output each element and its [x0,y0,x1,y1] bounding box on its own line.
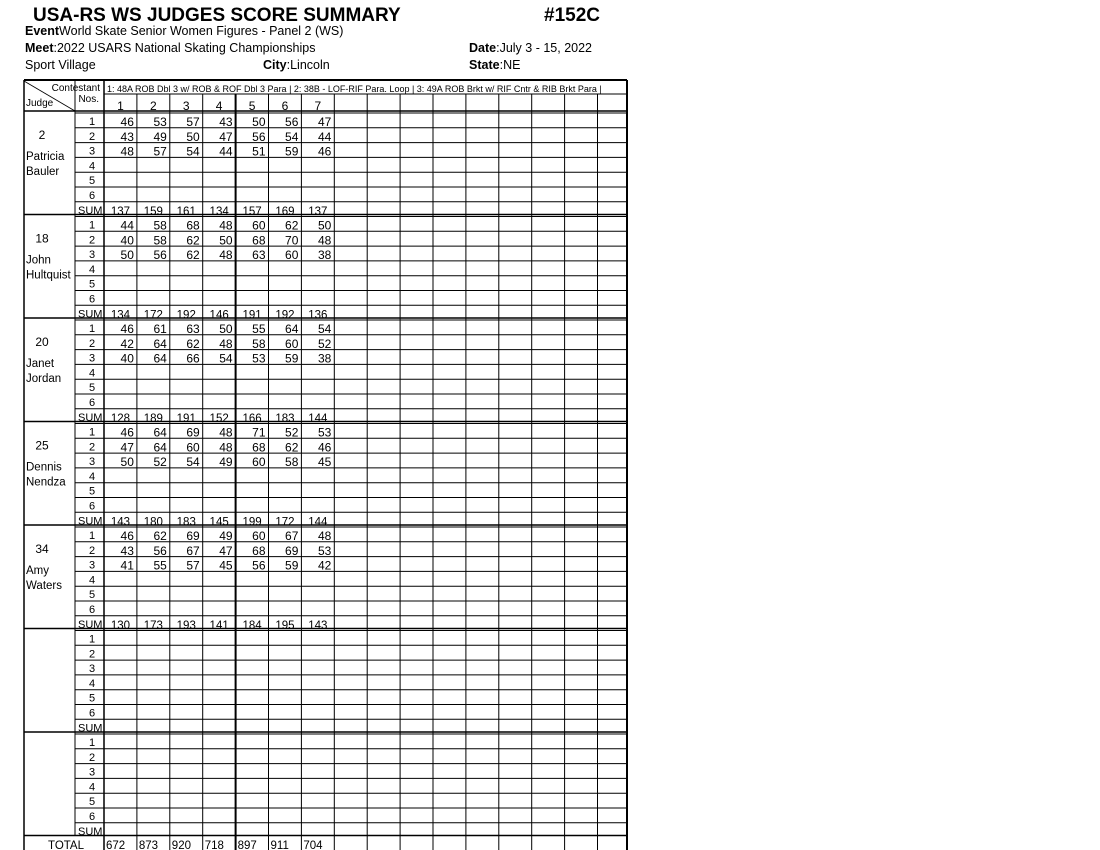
sum-cell: 134 [110,309,131,322]
city-value: Lincoln [290,58,330,72]
score-cell: 55 [252,322,266,336]
figure-row-label: 5 [88,692,96,705]
score-cell: 54 [219,351,233,366]
figure-row-label: 6 [88,190,96,202]
score-cell: 44 [317,129,332,144]
score-cell: 46 [120,529,134,543]
sum-cell: 184 [242,619,262,632]
score-cell: 56 [153,543,167,558]
judge-first-name: Patricia [26,151,65,163]
score-cell: 62 [285,440,299,455]
score-cell: 68 [252,543,266,558]
sum-cell: 172 [143,309,163,322]
city-label: City [263,58,287,72]
sum-cell: 192 [176,309,196,322]
score-cell: 44 [219,144,233,159]
score-cell: 46 [120,115,134,129]
score-cell: 53 [252,351,266,366]
score-cell: 58 [153,218,167,233]
score-cell: 59 [285,351,299,366]
venue: Sport Village [25,58,96,72]
total-cell: 704 [303,840,323,850]
total-cell: 672 [106,840,126,850]
sum-cell: 137 [308,205,328,218]
figure-row-label: 3 [88,456,96,469]
contestant-number: 7 [314,99,322,113]
judge-label: Judge [26,98,54,109]
sum-cell: 136 [308,309,328,322]
score-cell: 50 [219,233,233,248]
score-cell: 54 [317,322,332,336]
sum-cell: 166 [242,412,262,425]
score-cell: 64 [153,336,167,351]
total-cell: 873 [138,840,159,850]
figure-row-label: 2 [88,544,96,557]
score-cell: 58 [285,455,299,470]
figure-row-label: 2 [88,648,96,661]
sum-label: SUM [78,204,103,217]
judge-number: 34 [35,542,49,556]
score-cell: 49 [153,129,167,144]
sum-cell: 137 [110,205,131,218]
score-cell: 58 [153,233,167,248]
figure-row-label: 1 [88,323,96,335]
score-cell: 68 [252,233,266,248]
score-cell: 54 [186,144,200,159]
score-cell: 64 [285,322,299,336]
figure-row-label: 1 [88,737,96,749]
score-cell: 46 [317,144,332,159]
figure-row-label: 3 [88,766,96,779]
judge-first-name: Janet [26,358,55,370]
figure-row-label: 2 [88,441,96,454]
score-cell: 53 [317,543,332,558]
score-cell: 68 [252,440,266,455]
sum-cell: 130 [110,619,131,632]
score-cell: 64 [153,351,167,366]
figure-row-label: 5 [88,485,96,498]
sum-cell: 161 [176,205,196,218]
figure-row-label: 5 [88,278,96,291]
score-cell: 68 [186,218,200,233]
judge-first-name: John [26,254,51,267]
score-cell: 56 [252,558,266,573]
score-cell: 48 [219,218,233,233]
total-cell: 718 [204,840,224,850]
score-cell: 57 [153,144,167,159]
score-cell: 63 [186,322,200,336]
total-cell: 911 [270,840,289,850]
score-cell: 46 [120,322,134,336]
score-cell: 52 [285,425,299,440]
figure-row-label: 4 [88,263,96,276]
sum-cell: 191 [242,309,262,322]
score-cell: 50 [120,248,134,263]
score-cell: 64 [153,425,167,440]
score-cell: 53 [317,425,332,440]
score-cell: 50 [120,455,134,470]
figure-row-label: 3 [88,352,96,365]
score-cell: 63 [252,248,266,263]
score-cell: 57 [186,115,200,129]
sum-label: SUM [78,618,103,631]
contestant-number: 1 [117,99,124,113]
sum-cell: 199 [242,516,262,529]
contestant-number: 6 [281,99,289,113]
judge-number: 25 [35,438,49,453]
event-label: Event [25,24,60,38]
date-line: Date:July 3 - 15, 2022 [469,41,592,55]
score-cell: 48 [317,233,332,248]
total-cell: 897 [237,840,257,850]
score-cell: 46 [120,425,134,440]
score-cell: 60 [285,248,299,263]
meet-line: Meet:2022 USARS National Skating Championships [25,41,316,55]
score-cell: 48 [219,425,233,440]
score-cell: 62 [186,233,200,248]
figures-header: 1: 48A ROB Dbl 3 w/ ROB & ROF Dbl 3 Para | 2: 38B - LOF-RIF Para. Loop | 3: 49A ROB Brkt w/ RIF Cntr & RIB Brkt Para | [107,84,602,94]
sum-label: SUM [78,722,103,735]
score-cell: 52 [153,455,167,470]
score-cell: 62 [186,336,200,351]
sum-cell: 143 [110,516,131,529]
judge-first-name: Dennis [26,461,62,474]
judge-number: 20 [35,335,49,349]
figure-row-label: 5 [88,796,96,809]
meet-label: Meet [25,41,54,55]
score-cell: 43 [120,543,134,558]
figure-row-label: 2 [88,234,96,247]
judge-first-name: Amy [26,565,49,577]
score-cell: 42 [120,336,134,351]
date-value: July 3 - 15, 2022 [499,41,592,55]
score-cell: 48 [219,248,233,263]
sum-cell: 192 [275,309,295,322]
figure-row-label: 5 [88,175,96,188]
sum-cell: 189 [143,412,163,425]
score-cell: 52 [317,336,332,351]
contestant-number: 4 [215,99,223,113]
score-cell: 56 [252,129,266,144]
sum-cell: 134 [209,205,229,218]
sum-cell: 172 [275,516,295,529]
state-value: NE [503,58,521,72]
score-cell: 60 [285,336,299,351]
sum-cell: 128 [110,412,131,425]
score-cell: 42 [317,558,332,573]
figure-row-label: 4 [88,160,96,173]
score-cell: 62 [285,218,299,233]
city-line: City:Lincoln [263,58,330,72]
figure-row-label: 1 [88,426,96,439]
contestant-number: 5 [248,99,256,113]
judge-last-name: Jordan [26,373,62,385]
score-cell: 45 [219,558,233,573]
score-cell: 48 [219,336,233,351]
sum-label: SUM [78,411,103,424]
figure-row-label: 3 [88,559,96,572]
sum-cell: 193 [176,619,196,632]
score-cell: 47 [120,440,134,455]
score-cell: 48 [120,144,134,159]
judge-last-name: Bauler [26,166,60,178]
score-cell: 41 [120,558,134,573]
score-cell: 64 [153,440,167,455]
sum-label: SUM [78,515,103,528]
sum-cell: 195 [275,619,295,632]
sum-cell: 169 [275,205,295,218]
judge-number: 2 [38,128,46,142]
page-title: USA-RS WS JUDGES SCORE SUMMARY [33,5,401,26]
figure-row-label: 2 [88,130,96,143]
score-cell: 46 [317,440,332,455]
sum-cell: 144 [308,516,328,529]
figure-row-label: 6 [88,811,96,823]
score-cell: 60 [252,455,266,470]
score-cell: 49 [219,455,233,470]
figure-row-label: 4 [88,677,96,690]
score-cell: 43 [219,115,233,129]
sum-cell: 141 [209,619,229,632]
score-cell: 48 [219,440,233,455]
score-cell: 62 [153,529,167,543]
nos-label: Nos. [78,94,99,105]
figure-row-label: 3 [88,249,96,262]
score-cell: 44 [120,218,134,233]
judge-last-name: Hultquist [26,269,71,282]
date-label: Date [469,41,497,55]
score-cell: 56 [153,248,167,263]
score-cell: 70 [285,233,299,248]
score-cell: 50 [219,322,233,336]
sum-cell: 146 [209,309,229,322]
figure-row-label: 6 [88,707,96,720]
judge-last-name: Nendza [26,476,66,489]
score-cell: 40 [120,233,134,248]
state-label: State [469,58,500,72]
figure-row-label: 2 [88,751,96,764]
figure-row-label: 1 [88,633,96,646]
sum-label: SUM [78,825,103,838]
score-cell: 69 [186,425,200,440]
score-cell: 66 [186,351,200,366]
contestant-number: 3 [182,99,190,113]
score-cell: 67 [186,543,200,558]
total-cell: 920 [171,840,191,850]
sum-cell: 144 [308,412,328,425]
figure-row-label: 6 [88,500,96,513]
score-cell: 55 [153,558,167,573]
sum-cell: 183 [275,412,295,425]
score-cell: 67 [285,529,299,543]
sum-cell: 157 [242,205,262,218]
sum-cell: 183 [176,516,196,529]
sum-label: SUM [78,308,103,321]
score-cell: 43 [120,129,134,144]
score-cell: 51 [252,144,266,159]
score-cell: 61 [153,322,167,336]
score-cell: 47 [317,115,332,129]
figure-row-label: 4 [88,470,96,483]
score-cell: 58 [252,336,266,351]
score-cell: 53 [153,115,167,129]
judge-number: 18 [35,231,49,246]
score-cell: 60 [186,440,200,455]
score-cell: 40 [120,351,134,366]
score-cell: 71 [252,425,266,440]
score-cell: 59 [285,558,299,573]
figure-row-label: 5 [88,382,96,395]
score-cell: 48 [317,529,332,543]
score-cell: 50 [252,115,266,129]
score-cell: 47 [219,543,233,558]
score-cell: 60 [252,529,266,543]
sheet-number: #152C [544,5,600,26]
figure-row-label: 4 [88,367,96,380]
total-label: TOTAL [48,840,84,850]
score-cell: 62 [186,248,200,263]
judge-last-name: Waters [26,580,62,592]
figure-row-label: 2 [88,337,96,350]
figure-row-label: 6 [88,293,96,306]
score-cell: 60 [252,218,266,233]
score-cell: 47 [219,129,233,144]
figure-row-label: 4 [88,574,96,587]
score-cell: 50 [317,218,332,233]
figure-row-label: 1 [88,116,96,128]
score-cell: 45 [317,455,332,470]
figure-row-label: 6 [88,397,96,409]
score-cell: 57 [186,558,200,573]
score-cell: 69 [186,529,200,543]
contestant-label: Contestant [51,83,100,94]
figure-row-label: 3 [88,663,96,676]
figure-row-label: 5 [88,589,96,602]
meet-value: 2022 USARS National Skating Championships [56,41,316,55]
score-cell: 38 [317,248,332,263]
score-cell: 50 [186,129,200,144]
figure-row-label: 3 [88,145,96,158]
sum-cell: 152 [209,412,229,425]
sum-cell: 180 [143,516,163,529]
sum-cell: 143 [308,619,328,632]
score-cell: 38 [317,351,332,366]
score-cell: 56 [285,115,299,129]
sum-cell: 159 [143,205,163,218]
figure-row-label: 6 [88,604,96,616]
score-cell: 54 [186,455,200,470]
state-line: State:NE [469,58,521,72]
figure-row-label: 1 [88,219,96,232]
score-cell: 49 [219,529,233,543]
sum-cell: 145 [209,516,229,529]
sum-cell: 173 [143,619,163,632]
score-cell: 54 [285,129,299,144]
event-value: World Skate Senior Women Figures - Panel 2 (WS) [59,24,344,38]
sum-cell: 191 [176,412,196,425]
score-cell: 59 [285,144,299,159]
figure-row-label: 1 [88,530,96,542]
score-cell: 69 [285,543,299,558]
contestant-number: 2 [150,99,157,113]
figure-row-label: 4 [88,781,96,794]
